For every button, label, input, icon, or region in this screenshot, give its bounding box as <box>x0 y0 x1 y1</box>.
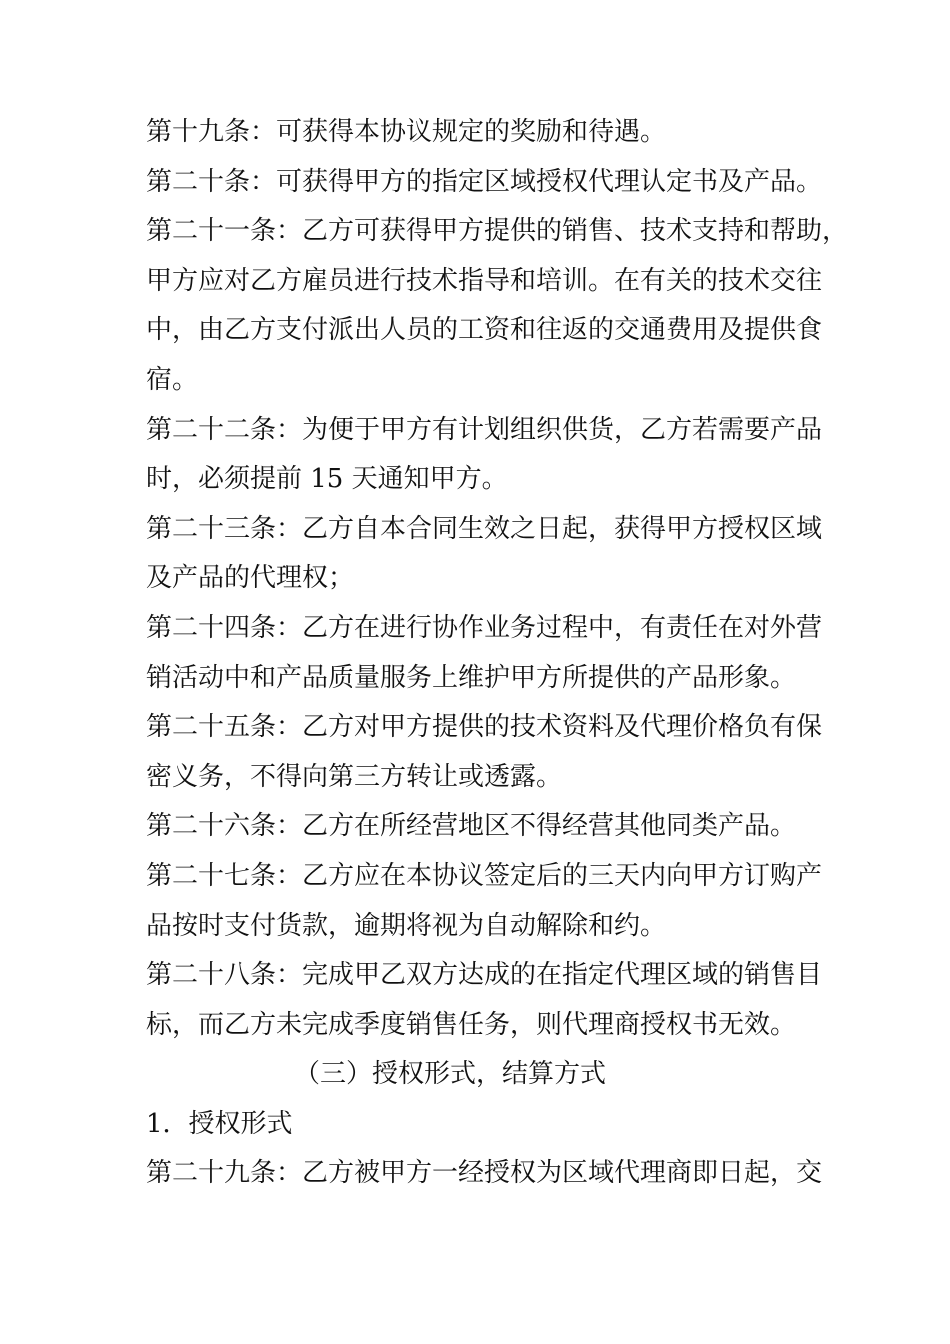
article-25-line-2: 密义务，不得向第三方转让或透露。 <box>146 761 563 792</box>
article-19-line: 第十九条：可获得本协议规定的奖励和待遇。 <box>146 117 667 147</box>
article-22-line-2: 时，必须提前 15 天通知甲方。 <box>146 464 508 495</box>
article-21-line-4: 宿。 <box>146 364 199 395</box>
article-24-line-2: 销活动中和产品质量服务上维护甲方所提供的产品形象。 <box>146 662 797 693</box>
article-29-line-1: 第二十九条：乙方被甲方一经授权为区域代理商即日起，交 <box>146 1158 823 1189</box>
article-21-line-2: 甲方应对乙方雇员进行技术指导和培训。在有关的技术交往 <box>146 265 823 296</box>
article-28-line-1: 第二十八条：完成甲乙双方达成的在指定代理区域的销售目 <box>146 960 823 991</box>
article-25-line-1: 第二十五条：乙方对甲方提供的技术资料及代理价格负有保 <box>146 712 823 743</box>
article-27-line-1: 第二十七条：乙方应在本协议签定后的三天内向甲方订购产 <box>146 860 823 891</box>
article-22-line-1: 第二十二条：为便于甲方有计划组织供货，乙方若需要产品 <box>146 414 823 445</box>
article-21-line-1: 第二十一条：乙方可获得甲方提供的销售、技术支持和帮助， <box>146 216 849 247</box>
article-21-line-3: 中，由乙方支付派出人员的工资和往返的交通费用及提供食 <box>146 315 823 346</box>
article-23-line-1: 第二十三条：乙方自本合同生效之日起，获得甲方授权区域 <box>146 513 823 544</box>
document-body <box>146 108 849 1199</box>
section-heading: （三）授权形式，结算方式 <box>294 1059 607 1090</box>
article-27-line-2: 品按时支付货款，逾期将视为自动解除和约。 <box>146 910 667 941</box>
article-24-line-1: 第二十四条：乙方在进行协作业务过程中，有责任在对外营 <box>146 612 823 643</box>
article-23-line-2: 及产品的代理权； <box>146 563 355 594</box>
article-28-line-2: 标，而乙方未完成季度销售任务，则代理商授权书无效。 <box>146 1009 797 1040</box>
article-26-line: 第二十六条：乙方在所经营地区不得经营其他同类产品。 <box>146 811 797 842</box>
article-20-line: 第二十条：可获得甲方的指定区域授权代理认定书及产品。 <box>146 166 823 197</box>
subsection-heading: 1．授权形式 <box>146 1108 293 1139</box>
